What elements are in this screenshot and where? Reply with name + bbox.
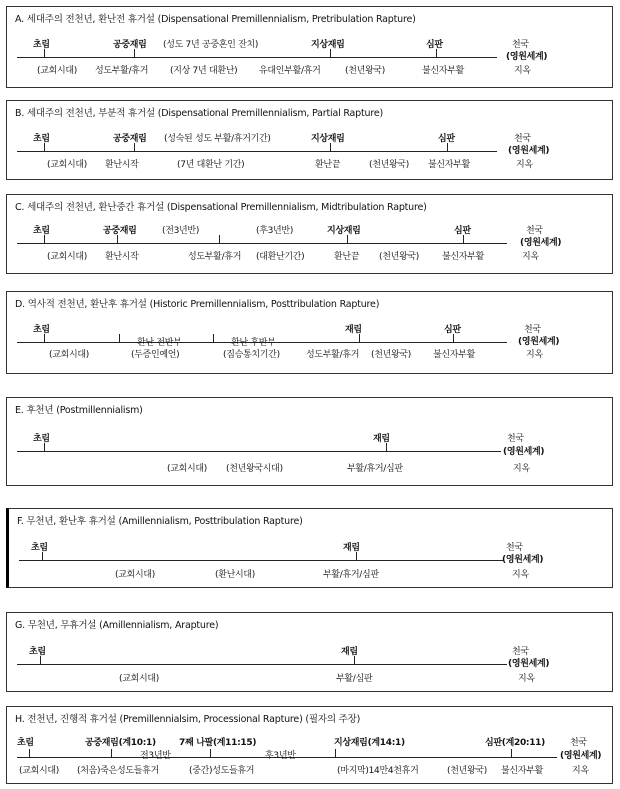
label-church-age: (교회시대) xyxy=(167,464,207,474)
label-event: 환난시작 xyxy=(105,252,139,262)
label-hell: 지옥 xyxy=(513,464,530,474)
label-first-coming: 초림 xyxy=(17,738,34,748)
timeline-tick xyxy=(44,143,45,151)
timeline-tick xyxy=(117,235,118,243)
timeline-tick xyxy=(44,235,45,243)
label-heaven: 천국 xyxy=(524,325,541,335)
label-period: 환난 후반부 xyxy=(231,338,276,348)
timeline-tick xyxy=(44,334,45,342)
label-eternal: (영원세계) xyxy=(508,146,550,156)
timeline-tick xyxy=(111,749,112,757)
label-first-coming: 초림 xyxy=(33,325,50,335)
panel-title: C. 세대주의 전천년, 환난중간 휴거설 (Dispensational Premillennialism, Midtribulation Rapture) xyxy=(15,202,427,213)
label-eternal: (영원세계) xyxy=(503,447,545,457)
label-hell: 지옥 xyxy=(572,766,589,776)
label-judgment: 심판 xyxy=(444,325,461,335)
label-church-age: (교회시대) xyxy=(37,66,77,76)
label-unbeliever-resurrection: 불신자부활 xyxy=(428,160,470,170)
label-period: (7년 대환난 기간) xyxy=(177,160,245,170)
panel-title: H. 전천년, 진행적 휴거설 (Premillennialsim, Processional Rapture) (필자의 주장) xyxy=(15,714,361,725)
label-eternal: (영원세계) xyxy=(520,238,562,248)
label-heaven: 천국 xyxy=(526,226,543,236)
label-judgment: 심판 xyxy=(454,226,471,236)
timeline xyxy=(17,57,497,58)
label-millennium: (천년왕국) xyxy=(345,66,385,76)
label-unbeliever-resurrection: 불신자부활 xyxy=(422,66,464,76)
timeline-tick xyxy=(354,656,355,664)
timeline-tick xyxy=(44,443,45,451)
timeline xyxy=(17,151,497,152)
label-first-coming: 초림 xyxy=(33,40,50,50)
label-earth-coming: 지상재림 xyxy=(327,226,361,236)
label-eternal: (영원세계) xyxy=(502,555,544,565)
label-period: (짐승통치기간) xyxy=(223,350,280,360)
timeline-tick xyxy=(359,334,360,342)
timeline-tick xyxy=(356,552,357,560)
label-millennium: (천년왕국) xyxy=(379,252,419,262)
label-event: 환난끝 xyxy=(315,160,341,170)
label-hell: 지옥 xyxy=(514,66,531,76)
label-earth-coming: 지상재림(계14:1) xyxy=(334,738,405,748)
timeline-tick xyxy=(119,334,120,342)
timeline-tick xyxy=(40,656,41,664)
label-heaven: 천국 xyxy=(514,134,531,144)
label-event: (중간)성도들휴거 xyxy=(189,766,255,776)
label-event: (처음)죽은성도들휴거 xyxy=(77,766,159,776)
label-second-coming: 재림 xyxy=(341,647,358,657)
label-first-coming: 초림 xyxy=(31,543,48,553)
label-note: (성도 7년 공중혼인 잔치) xyxy=(163,40,259,50)
timeline-tick xyxy=(42,552,43,560)
label-church-age: (교회시대) xyxy=(49,350,89,360)
label-eternal: (영원세계) xyxy=(506,52,548,62)
panel-title: F. 무천년, 환난후 휴거설 (Amillennialism, Posttribulation Rapture) xyxy=(17,516,303,527)
label-millennium: (천년왕국) xyxy=(369,160,409,170)
timeline-tick xyxy=(386,443,387,451)
label-second-coming: 재림 xyxy=(343,543,360,553)
label-event: 부활/휴거/심판 xyxy=(323,570,379,580)
label-first-coming: 초림 xyxy=(33,134,50,144)
label-period: 전3년반 xyxy=(140,751,171,761)
label-heaven: 천국 xyxy=(570,738,587,748)
label-first-coming: 초림 xyxy=(29,647,46,657)
label-period: 환난 전반부 xyxy=(137,338,182,348)
label-second-coming: 재림 xyxy=(373,434,390,444)
label-tribulation-age: (환난시대) xyxy=(215,570,255,580)
label-heaven: 천국 xyxy=(506,543,523,553)
label-air-coming: 공중재림 xyxy=(103,226,137,236)
panel-b xyxy=(6,100,613,180)
label-event: 성도부활/휴거 xyxy=(306,350,360,360)
label-church-age: (교회시대) xyxy=(47,252,87,262)
label-period: (전3년반) xyxy=(162,226,200,236)
label-period: 후3년반 xyxy=(265,751,296,761)
panel-title: A. 세대주의 전천년, 환난전 휴거설 (Dispensational Premillennialism, Pretribulation Rapture) xyxy=(15,14,416,25)
timeline-tick xyxy=(213,334,214,342)
label-hell: 지옥 xyxy=(522,252,539,262)
label-period: (두증인예언) xyxy=(131,350,180,360)
timeline-tick xyxy=(330,143,331,151)
timeline xyxy=(17,451,501,452)
panel-c xyxy=(6,194,613,274)
label-air-coming: 공중재림 xyxy=(113,40,147,50)
panel-title: B. 세대주의 전천년, 부분적 휴거설 (Dispensational Premillennialism, Partial Rapture) xyxy=(15,108,383,119)
label-church-age: (교회시대) xyxy=(19,766,59,776)
label-church-age: (교회시대) xyxy=(119,674,159,684)
timeline-tick xyxy=(29,749,30,757)
timeline xyxy=(19,560,503,561)
timeline-tick xyxy=(447,143,448,151)
label-unbeliever-resurrection: 불신자부활 xyxy=(501,766,543,776)
label-first-coming: 초림 xyxy=(33,434,50,444)
timeline-tick xyxy=(134,49,135,57)
timeline-tick xyxy=(347,235,348,243)
timeline-tick xyxy=(453,334,454,342)
label-event: 성도부활/휴거 xyxy=(188,252,242,262)
timeline-tick xyxy=(134,143,135,151)
label-hell: 지옥 xyxy=(516,160,533,170)
panel-d xyxy=(6,291,613,374)
label-unbeliever-resurrection: 불신자부활 xyxy=(433,350,475,360)
label-period: (대환난기간) xyxy=(256,252,305,262)
panel-h xyxy=(6,706,613,784)
label-hell: 지옥 xyxy=(518,674,535,684)
panel-title: D. 역사적 전천년, 환난후 휴거설 (Historic Premillennialism, Posttribulation Rapture) xyxy=(15,299,380,310)
panel-g xyxy=(6,612,613,692)
timeline-tick xyxy=(511,749,512,757)
label-event: 환난끝 xyxy=(334,252,360,262)
label-church-age: (교회시대) xyxy=(47,160,87,170)
label-air-coming: 공중재림 xyxy=(113,134,147,144)
panel-title: E. 후천년 (Postmillennialism) xyxy=(15,405,143,416)
label-church-age: (교회시대) xyxy=(115,570,155,580)
label-unbeliever-resurrection: 불신자부활 xyxy=(442,252,484,262)
panel-f xyxy=(6,508,613,588)
label-millennium: (천년왕국시대) xyxy=(226,464,283,474)
label-event: 부활/심판 xyxy=(336,674,373,684)
timeline-tick xyxy=(330,49,331,57)
label-millennium: (천년왕국) xyxy=(371,350,411,360)
label-event: 부활/휴거/심판 xyxy=(347,464,403,474)
label-hell: 지옥 xyxy=(512,570,529,580)
label-eternal: (영원세계) xyxy=(508,659,550,669)
label-eternal: (영원세계) xyxy=(560,751,602,761)
label-heaven: 천국 xyxy=(512,647,529,657)
label-event: (마지막)14만4천휴거 xyxy=(337,766,419,776)
label-seventh-trumpet: 7째 나팔(계11:15) xyxy=(179,738,257,748)
timeline-tick xyxy=(463,235,464,243)
timeline-tick xyxy=(335,749,336,757)
label-earth-coming: 지상재림 xyxy=(311,40,345,50)
label-judgment: 심판 xyxy=(438,134,455,144)
label-first-coming: 초림 xyxy=(33,226,50,236)
label-air-coming: 공중재림(계10:1) xyxy=(85,738,156,748)
label-heaven: 천국 xyxy=(512,40,529,50)
panel-e xyxy=(6,397,613,486)
timeline-tick xyxy=(210,749,211,757)
label-earth-coming: 지상재림 xyxy=(311,134,345,144)
label-millennium: (천년왕국) xyxy=(447,766,487,776)
timeline xyxy=(17,243,507,244)
label-judgment: 심판 xyxy=(426,40,443,50)
panel-a xyxy=(6,6,613,88)
label-judgment: 심판(계20:11) xyxy=(485,738,545,748)
timeline-tick xyxy=(219,235,220,243)
timeline-tick xyxy=(44,49,45,57)
label-event: 성도부활/휴거 xyxy=(95,66,149,76)
label-heaven: 천국 xyxy=(507,434,524,444)
label-hell: 지옥 xyxy=(526,350,543,360)
label-note: (성숙된 성도 부활/휴거기간) xyxy=(164,134,271,144)
label-period: (후3년반) xyxy=(256,226,294,236)
timeline xyxy=(17,664,507,665)
label-event: 유대인부활/휴거 xyxy=(259,66,321,76)
panel-title: G. 무천년, 무휴거설 (Amillennialism, Arapture) xyxy=(15,620,219,631)
label-eternal: (영원세계) xyxy=(518,337,560,347)
label-event: 환난시작 xyxy=(105,160,139,170)
label-period: (지상 7년 대환난) xyxy=(170,66,238,76)
label-second-coming: 재림 xyxy=(345,325,362,335)
timeline-tick xyxy=(436,49,437,57)
